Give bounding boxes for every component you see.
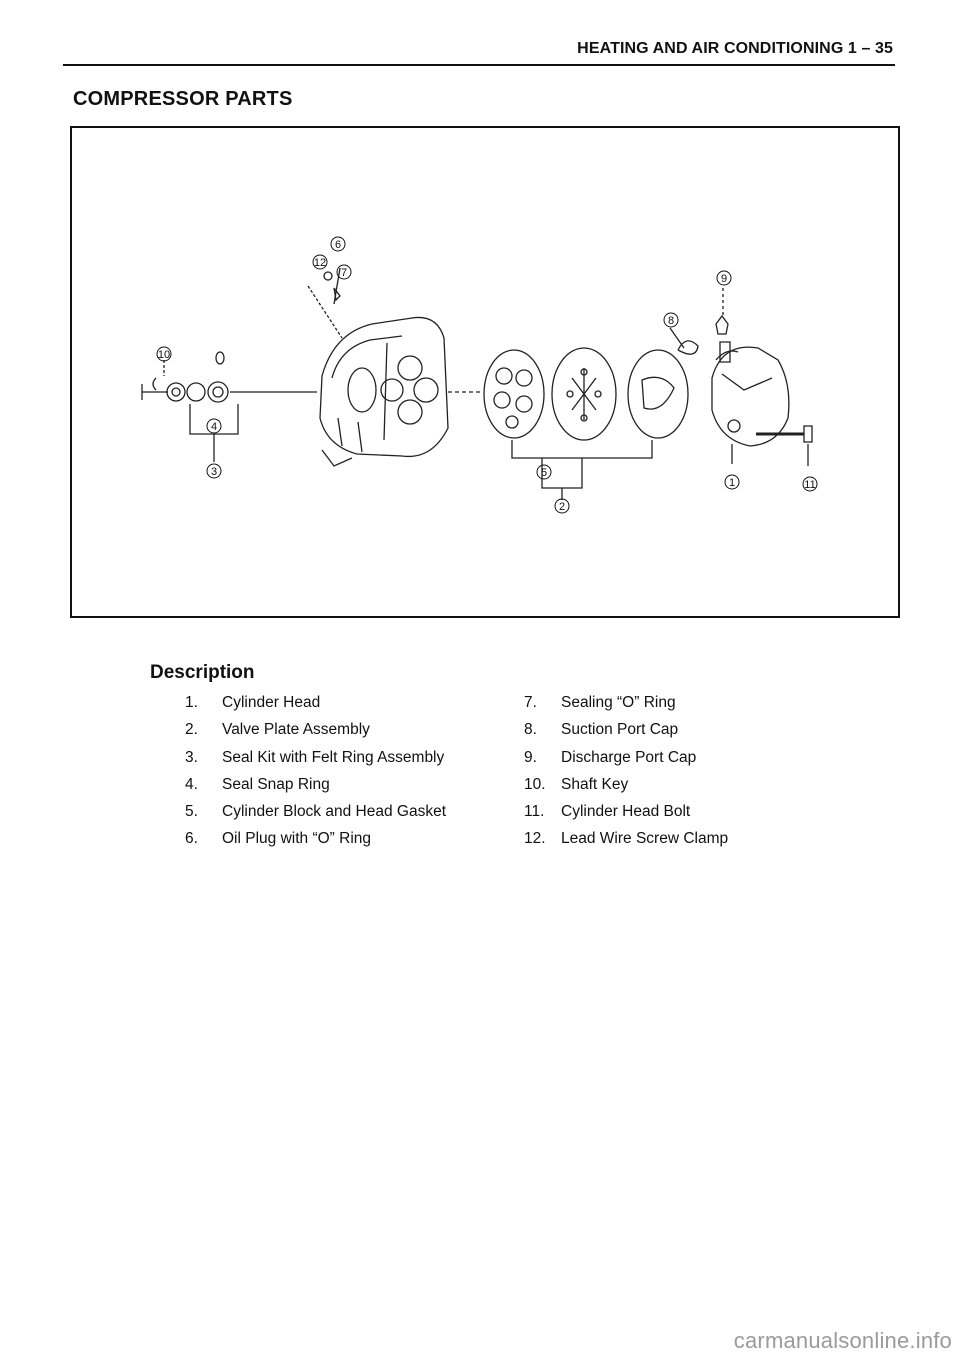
callout-8 bbox=[664, 313, 678, 327]
list-item: 6. Oil Plug with “O” Ring bbox=[185, 830, 372, 848]
callout-3 bbox=[207, 464, 221, 478]
svg-text:8: 8 bbox=[667, 315, 675, 327]
description-title: Description bbox=[150, 662, 255, 683]
section-title: COMPRESSOR PARTS bbox=[73, 88, 293, 110]
svg-text:5: 5 bbox=[540, 467, 548, 479]
svg-text:3: 3 bbox=[210, 466, 218, 478]
watermark: carmanualsonline.info bbox=[733, 1328, 952, 1353]
gasket-1 bbox=[484, 350, 544, 438]
svg-text:6: 6 bbox=[334, 239, 342, 251]
list-item: 3. Seal Kit with Felt Ring Assembly bbox=[185, 748, 445, 766]
callout-10 bbox=[157, 347, 171, 361]
description-list-right bbox=[524, 693, 884, 857]
svg-text:7: 7 bbox=[340, 267, 348, 279]
svg-text:2: 2 bbox=[558, 501, 566, 513]
compressor-exploded-view bbox=[72, 128, 902, 620]
list-item: 11. Cylinder Head Bolt bbox=[524, 803, 691, 821]
svg-text:4: 4 bbox=[210, 421, 218, 433]
felt-ring-part bbox=[208, 382, 228, 402]
description-list-left bbox=[185, 693, 545, 857]
snap-ring-part bbox=[187, 383, 205, 401]
callout-4 bbox=[207, 419, 221, 433]
list-item: 5. Cylinder Block and Head Gasket bbox=[185, 803, 447, 821]
exploded-diagram bbox=[70, 126, 900, 618]
header-rule bbox=[63, 64, 895, 66]
list-item: 2. Valve Plate Assembly bbox=[185, 721, 370, 739]
list-item: 12. Lead Wire Screw Clamp bbox=[524, 830, 729, 848]
callout-12 bbox=[313, 255, 327, 269]
callout-1 bbox=[725, 475, 739, 489]
svg-text:9: 9 bbox=[720, 273, 728, 285]
list-item: 8. Suction Port Cap bbox=[524, 721, 679, 739]
callout-6 bbox=[331, 237, 345, 251]
svg-text:12: 12 bbox=[313, 257, 327, 269]
page-header: HEATING AND AIR CONDITIONING 1 – 35 bbox=[577, 40, 893, 57]
list-item: 4. Seal Snap Ring bbox=[185, 775, 330, 793]
callout-9 bbox=[717, 271, 731, 285]
callout-2 bbox=[555, 499, 569, 513]
svg-text:1: 1 bbox=[728, 477, 736, 489]
list-item: 7. Sealing “O” Ring bbox=[524, 694, 676, 711]
seal-ring-part bbox=[167, 383, 185, 401]
callout-5 bbox=[537, 465, 551, 479]
discharge-port-cap bbox=[716, 316, 728, 334]
svg-text:11: 11 bbox=[804, 479, 816, 491]
list-item: 10. Shaft Key bbox=[524, 775, 629, 793]
list-item: 1. Cylinder Head bbox=[185, 694, 321, 711]
list-item: 9. Discharge Port Cap bbox=[524, 748, 697, 766]
svg-text:10: 10 bbox=[157, 349, 171, 361]
callout-11 bbox=[803, 477, 817, 491]
gasket-2 bbox=[628, 350, 688, 438]
